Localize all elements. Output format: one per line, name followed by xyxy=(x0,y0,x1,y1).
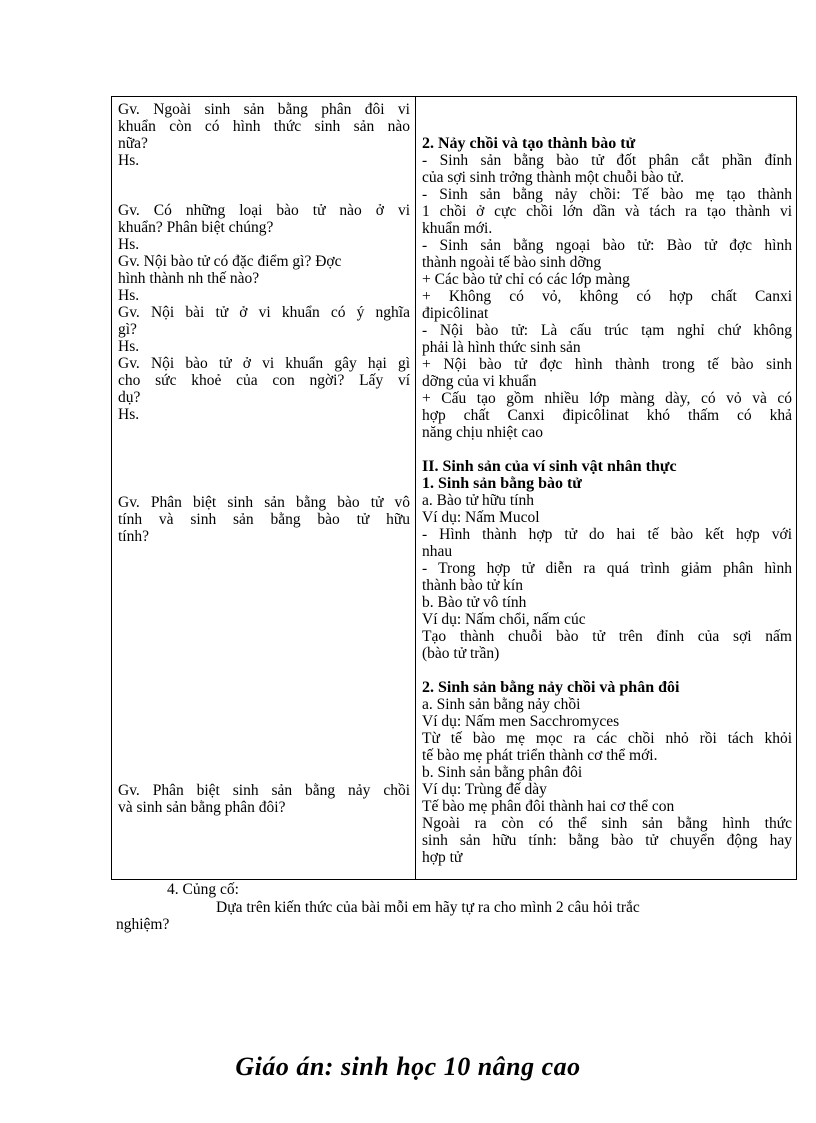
text-line: - Hình thành hợp tử do hai tế bào kết hợp với xyxy=(422,526,792,543)
text-line: dỡng của vi khuẩn xyxy=(422,373,537,390)
lesson-table xyxy=(111,96,797,880)
text-line: (bào tử trần) xyxy=(422,645,500,662)
text-line: Từ tế bào mẹ mọc ra các chồi nhỏ rồi tách khỏi xyxy=(422,730,792,747)
text-line: Gv. Phân biệt sinh sản bằng bào tử vô xyxy=(118,494,410,511)
text-line: tế bào mẹ phát triển thành cơ thể mới. xyxy=(422,747,658,764)
text-line: khuẩn? Phân biệt chúng? xyxy=(118,219,274,236)
text-line: - Sinh sản bằng ngoại bào tử: Bào tử đợc hình xyxy=(422,237,792,254)
text-line: Gv. Phân biệt sinh sản bằng nảy chồi xyxy=(118,782,410,799)
text-line: Ngoài ra còn có thể sinh sản bằng hình thức xyxy=(422,815,792,832)
section-heading: 2. Nảy chồi và tạo thành bào tử xyxy=(422,135,636,152)
text-line: Gv. Có những loại bào tử nào ở vi xyxy=(118,202,410,219)
text-line: Hs. xyxy=(118,287,140,304)
text-line: Tạo thành chuỗi bào tử trên đỉnh của sợi nấm xyxy=(422,628,792,645)
text-line: thành ngoài tế bào sinh dỡng xyxy=(422,254,602,271)
text-line: Hs. xyxy=(118,406,140,423)
section-heading: 1. Sinh sản bằng bào tử xyxy=(422,475,582,492)
text-line: Gv. Ngoài sinh sản bằng phân đôi vi xyxy=(118,101,410,118)
text-line: Hs. xyxy=(118,338,140,355)
text-line: Gv. Nội bài tử ở vi khuẩn có ý nghĩa xyxy=(118,304,410,321)
text-line: khuẩn mới. xyxy=(422,220,493,237)
section-heading: II. Sinh sản của ví sinh vật nhân thực xyxy=(422,458,677,475)
text-line: hợp chất Canxi đipicôlinat khó thấm có khả xyxy=(422,407,792,424)
text-line: gì? xyxy=(118,321,137,338)
text-line: Tế bào mẹ phân đôi thành hai cơ thể con xyxy=(422,798,675,815)
text-line: của sợi sinh trởng thành một chuỗi bào tử. xyxy=(422,169,684,186)
text-line: nhau xyxy=(422,543,453,560)
text-line: a. Sinh sản bằng nảy chồi xyxy=(422,696,581,713)
consolidation-heading: 4. Củng cố: xyxy=(167,881,239,898)
text-line: hợp tử xyxy=(422,849,463,866)
text-line: b. Sinh sản bằng phân đôi xyxy=(422,764,583,781)
consolidation-text: nghiệm? xyxy=(116,916,170,933)
text-line: 1 chồi ở cực chồi lớn dần và tách ra tạo thành vi xyxy=(422,203,792,220)
text-line: - Sinh sản bằng nảy chồi: Tế bào mẹ tạo thành xyxy=(422,186,792,203)
text-line: + Cấu tạo gồm nhiều lớp màng dày, có vỏ và có xyxy=(422,390,792,407)
text-line: tính? xyxy=(118,528,149,545)
text-line: b. Bào tử vô tính xyxy=(422,594,527,611)
text-line: a. Bào tử hữu tính xyxy=(422,492,534,509)
text-line: - Trong hợp tử diễn ra quá trình giảm phân hình xyxy=(422,560,792,577)
text-line: đipicôlinat xyxy=(422,305,489,322)
text-line: + Các bào tử chỉ có các lớp màng xyxy=(422,271,630,288)
text-line: Gv. Nội bào tử có đặc điểm gì? Đợc xyxy=(118,253,342,270)
page-footer: Giáo án: sinh học 10 nâng cao xyxy=(235,1052,581,1081)
text-line: dụ? xyxy=(118,389,141,406)
text-line: + Không có vỏ, không có hợp chất Canxi xyxy=(422,288,792,305)
text-line: và sinh sản bằng phân đôi? xyxy=(118,799,286,816)
text-line: - Nội bào tử: Là cấu trúc tạm nghỉ chứ không xyxy=(422,322,792,339)
text-line: hình thành nh thế nào? xyxy=(118,270,260,287)
text-line: Hs. xyxy=(118,236,140,253)
text-line: Gv. Nội bào tử ở vi khuẩn gây hại gì xyxy=(118,355,410,372)
text-line: + Nội bào tử đợc hình thành trong tế bào sinh xyxy=(422,356,792,373)
text-line: Ví dụ: Nấm men Sacchromyces xyxy=(422,713,620,730)
text-line: - Sinh sản bằng bào tử đốt phân cắt phần đỉnh xyxy=(422,152,792,169)
text-line: khuẩn còn có hình thức sinh sản nào xyxy=(118,118,410,135)
consolidation-text: Dựa trên kiến thức của bài mỗi em hãy tự ra cho mình 2 câu hỏi trắc xyxy=(216,899,640,916)
text-line: cho sức khoẻ của con ngời? Lấy ví xyxy=(118,372,410,389)
text-line: năng chịu nhiệt cao xyxy=(422,424,543,441)
text-line: sinh sản hữu tính: bằng bào tử chuyển động hay xyxy=(422,832,792,849)
text-line: Ví dụ: Nấm chổi, nấm cúc xyxy=(422,611,586,628)
text-line: Ví dụ: Trùng đế dày xyxy=(422,781,547,798)
text-line: nữa? xyxy=(118,135,148,152)
text-line: thành bào tử kín xyxy=(422,577,523,594)
column-divider xyxy=(415,97,416,879)
section-heading: 2. Sinh sản bằng nảy chồi và phân đôi xyxy=(422,679,680,696)
text-line: tính và sinh sản bằng bào tử hữu xyxy=(118,511,410,528)
text-line: phải là hình thức sinh sản xyxy=(422,339,581,356)
text-line: Ví dụ: Nấm Mucol xyxy=(422,509,540,526)
text-line: Hs. xyxy=(118,152,140,169)
